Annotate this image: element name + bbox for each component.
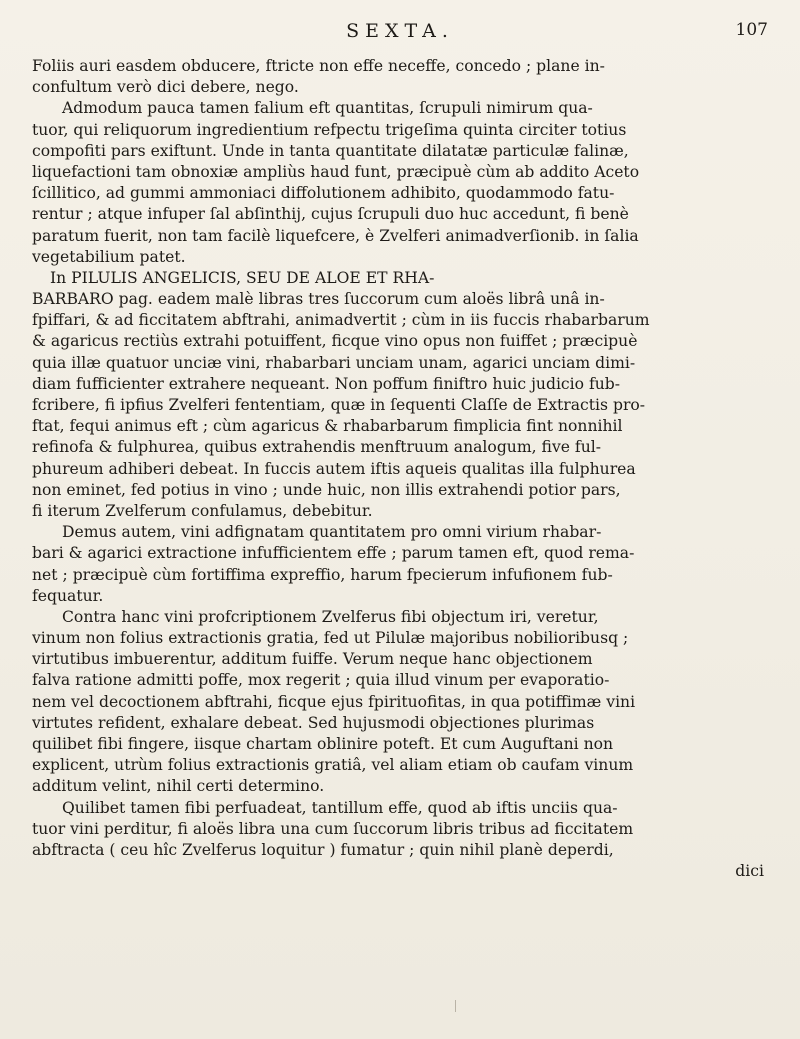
text-line: paratum fuerit, non tam facilè liquefcere, è Zvelferi animadverſionib. in ſalia bbox=[32, 226, 639, 245]
text-line: refinofa & fulphurea, quibus extrahendis menftruum analogum, five ful- bbox=[32, 438, 602, 457]
text-line: Quilibet tamen fibi perfuadeat, tantillum effe, quod ab iftis unciis qua- bbox=[62, 798, 618, 817]
text-line: vegetabilium patet. bbox=[32, 247, 186, 266]
text-line: BARBARO pag. eadem malè libras tres ſuccorum cum aloës librâ unâ in- bbox=[32, 290, 605, 309]
text-line: abftracta ( ceu hîc Zvelferus loquitur ) fumatur ; quin nihil planè deperdi, bbox=[32, 840, 614, 859]
text-line: tuor vini perditur, fi aloës libra una cum ſuccorum libris tribus ad ficcitatem bbox=[32, 819, 634, 838]
text-line: explicent, utrùm folius extractionis gratiâ, vel aliam etiam ob caufam vinum bbox=[32, 756, 634, 775]
text-line: Admodum pauca tamen falium eft quantitas, ſcrupuli nimirum qua- bbox=[62, 99, 593, 118]
page-header bbox=[0, 18, 800, 48]
text-line: compofiti pars exiftunt. Unde in tanta quantitate dilatatæ particulæ falinæ, bbox=[32, 141, 629, 160]
text-line: nem vel decoctionem abftrahi, ficque ejus fpirituofitas, in qua potiffimæ vini bbox=[32, 692, 636, 711]
text-line: Contra hanc vini profcriptionem Zvelferus fibi objectum iri, veretur, bbox=[62, 607, 599, 626]
text-line: tuor, qui reliquorum ingredientium refpectu trigeſima quinta circiter totius bbox=[32, 120, 627, 139]
text-line: & agaricus rectiùs extrahi potuiffent, ficque vino opus non fuiffet ; præcipuè bbox=[32, 332, 638, 351]
text-line: virtutes refident, exhalare debeat. Sed hujusmodi objectiones plurimas bbox=[32, 713, 595, 732]
text-body bbox=[32, 56, 772, 882]
text-line: liquefactioni tam obnoxiæ ampliùs haud funt, præcipuè cùm ab addito Aceto bbox=[32, 162, 640, 181]
text-line: dici bbox=[735, 862, 764, 881]
text-line: Foliis auri easdem obducere, ftricte non effe neceffe, concedo ; plane in- bbox=[32, 57, 605, 75]
text-line: diam fufficienter extrahere nequeant. Non poffum finiftro huic judicio fub- bbox=[32, 374, 621, 393]
text-line: vinum non folius extractionis gratia, fed ut Pilulæ majoribus nobilioribusq ; bbox=[32, 629, 629, 648]
text-line: additum velint, nihil certi determino. bbox=[32, 777, 325, 796]
page-number: 107 bbox=[735, 20, 768, 40]
text-line: bari & agarici extractione infufficientem effe ; parum tamen eft, quod rema- bbox=[32, 544, 635, 563]
paper-mark bbox=[455, 1000, 456, 1012]
text-line: ſcillitico, ad gummi ammoniaci diffolutionem adhibito, quodammodo fatu- bbox=[32, 184, 615, 203]
text-line: In PILULIS ANGELICIS, SEU DE ALOE ET RHA- bbox=[50, 268, 435, 287]
text-line: quia illæ quatuor unciæ vini, rhabarbari unciam unam, agarici unciam dimi- bbox=[32, 353, 636, 372]
text-line: rentur ; atque infuper ſal abſinthij, cujus ſcrupuli duo huc accedunt, fi benè bbox=[32, 205, 629, 224]
text-line: fequatur. bbox=[32, 586, 104, 605]
text-line: phureum adhiberi debeat. In fuccis autem iftis aqueis qualitas illa fulphurea bbox=[32, 459, 636, 478]
text-line: Demus autem, vini adfignatam quantitatem pro omni virium rhabar- bbox=[62, 523, 602, 542]
text-line: fi iterum Zvelferum confulamus, debebitur. bbox=[32, 501, 373, 520]
text-line: confultum verò dici debere, nego. bbox=[32, 78, 299, 97]
text-line: non eminet, fed potius in vino ; unde huic, non illis extrahendi potior pars, bbox=[32, 480, 621, 499]
text-line: fpiffari, & ad ficcitatem abftrahi, animadvertit ; cùm in iis fuccis rhabarbarum bbox=[32, 311, 650, 330]
text-line: virtutibus imbuerentur, additum fuiffe. Verum neque hanc objectionem bbox=[32, 650, 593, 669]
running-head: SEXTA. bbox=[346, 20, 454, 42]
text-line: fcribere, fi ipfius Zvelferi fententiam, quæ in ſequenti Claſſe de Extractis pro- bbox=[32, 396, 646, 414]
text-line: quilibet fibi fingere, iisque chartam oblinire poteft. Et cum Auguftani non bbox=[32, 735, 614, 753]
text-line: net ; præcipuè cùm fortiffima expreffio, harum fpecierum infufionem fub- bbox=[32, 565, 613, 584]
text-line: ftat, fequi animus eft ; cùm agaricus & rhabarbarum fimplicia fint nonnihil bbox=[32, 417, 623, 436]
text-line: falva ratione admitti poffe, mox regerit ; quia illud vinum per evaporatio- bbox=[32, 671, 610, 690]
